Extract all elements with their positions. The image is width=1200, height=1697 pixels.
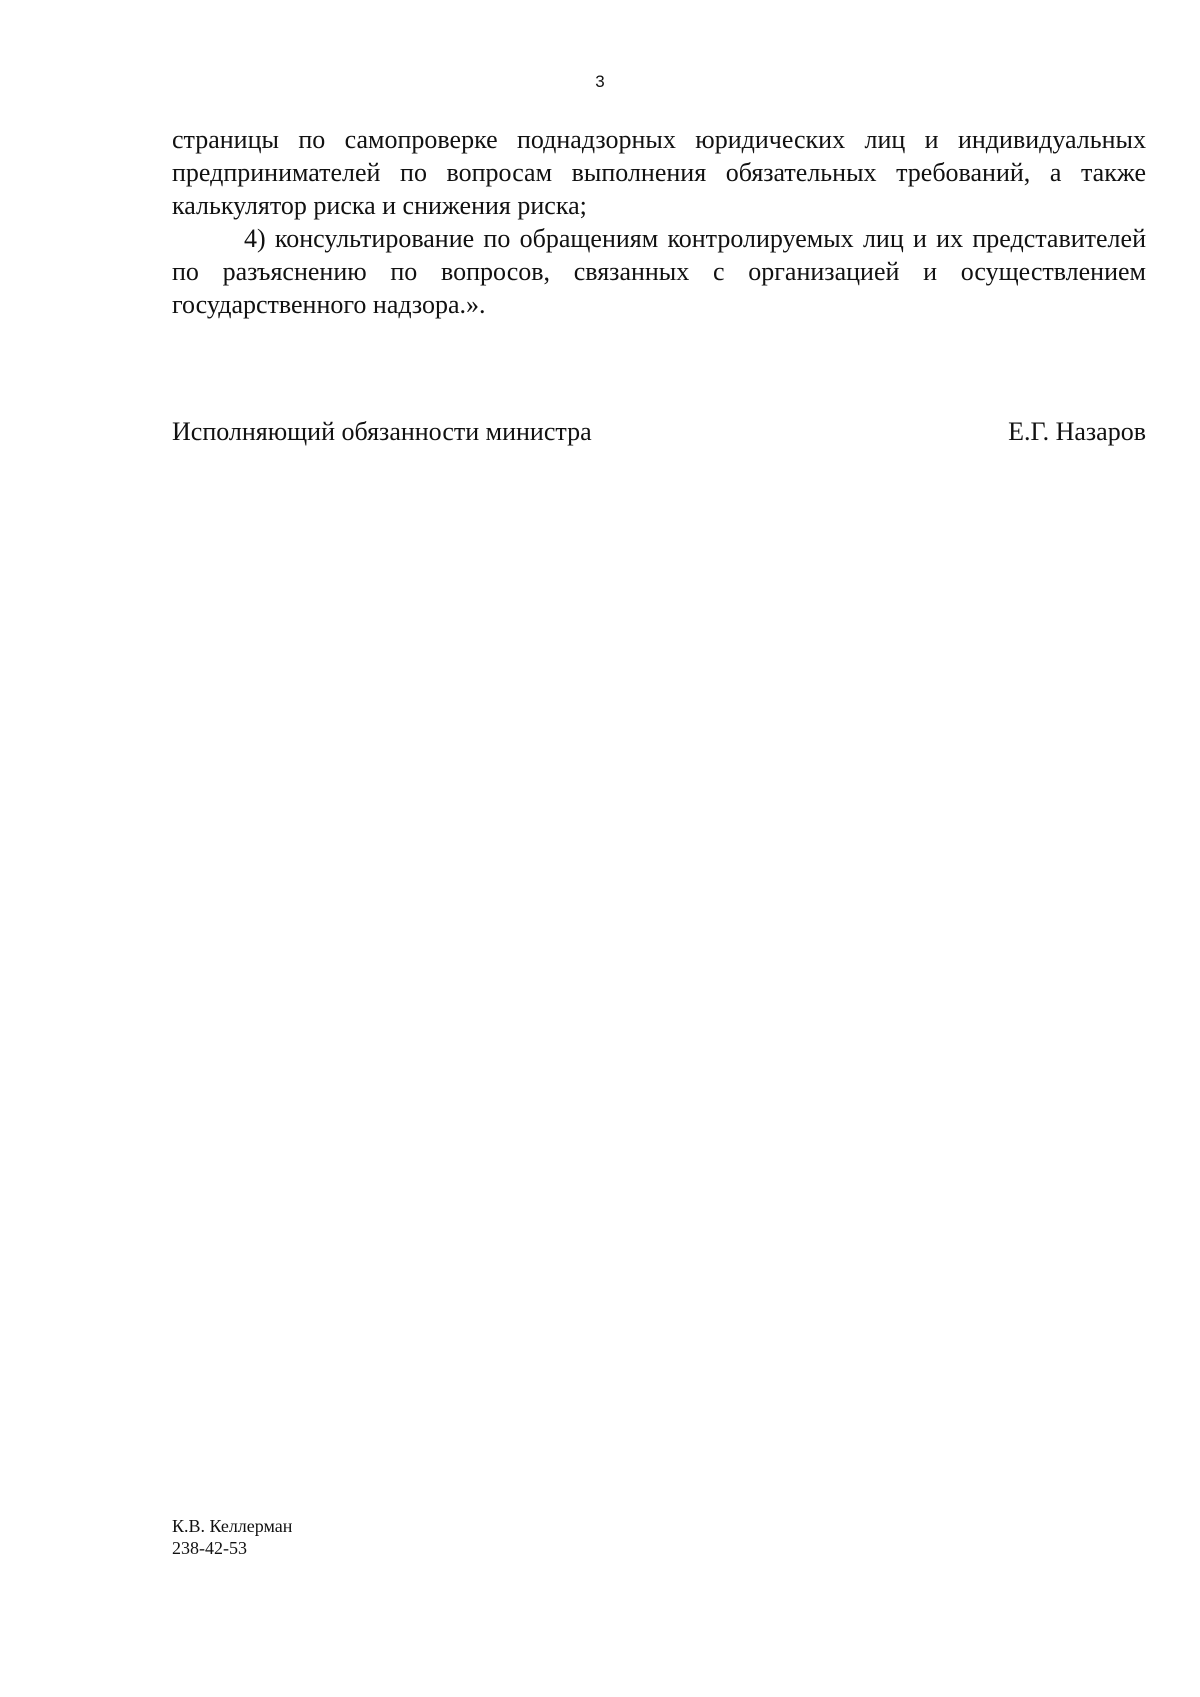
signatory-name: Е.Г. Назаров: [1008, 417, 1146, 446]
executor-phone: 238-42-53: [172, 1538, 247, 1558]
signatory-position: Исполняющий обязанности министра: [172, 417, 592, 446]
document-body: [172, 123, 1146, 321]
paragraph-continuation: страницы по самопроверке поднадзорных юридических лиц и индивидуальных предпринимателей по вопросам выполнения обязательных требований, а также калькулятор риска и снижения риска;: [172, 125, 1146, 220]
signature-block: [172, 415, 1146, 448]
executor-name: К.В. Келлерман: [172, 1516, 293, 1536]
paragraph-item-4: 4) консультирование по обращениям контролируемых лиц и их представителей по разъяснению по вопросов, связанных с организацией и осуществлением государственного надзора.».: [172, 224, 1146, 319]
page-number: 3: [595, 72, 605, 91]
executor-info: [172, 1515, 292, 1559]
